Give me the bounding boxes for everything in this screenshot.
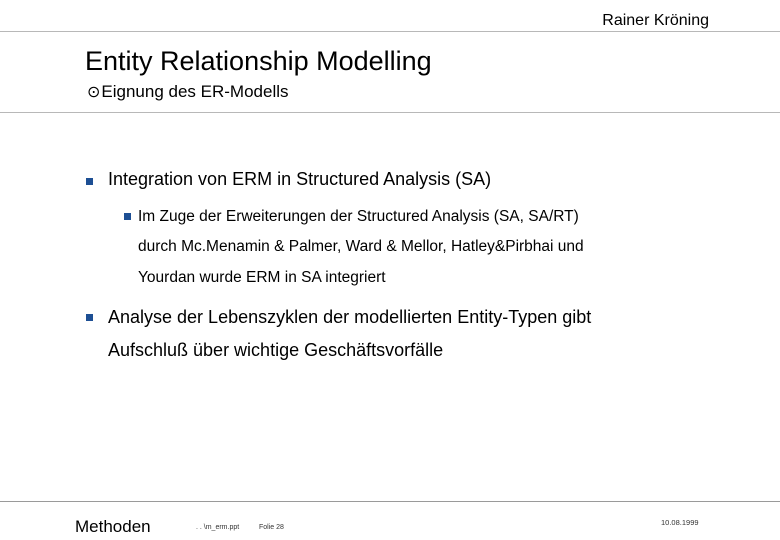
author-name: Rainer Kröning xyxy=(602,12,709,29)
square-bullet-icon xyxy=(86,314,93,321)
footer-divider xyxy=(0,501,780,502)
bullet-3-line-2: Aufschluß über wichtige Geschäftsvorfälle xyxy=(108,340,444,360)
bullet-2-line-3: Yourdan wurde ERM in SA integriert xyxy=(138,269,386,286)
footer-course: Methoden xyxy=(75,517,151,536)
bullet-2-line-2: durch Mc.Menamin & Palmer, Ward & Mellor, Hatley&Pirbhai und xyxy=(138,238,584,255)
bullet-3-line-1: Analyse der Lebenszyklen der modellierten Entity-Typen gibt xyxy=(108,307,592,327)
circle-dot-icon: ⊙ xyxy=(87,84,101,101)
footer-filename: . . \m_erm.ppt xyxy=(196,524,240,531)
bullet-2-line-1: Im Zuge der Erweiterungen der Structured Analysis (SA, SA/RT) xyxy=(138,208,579,225)
bullet-1-text: Integration von ERM in Structured Analysis (SA) xyxy=(108,169,492,189)
square-bullet-icon xyxy=(86,178,93,185)
title-divider xyxy=(0,112,780,113)
header-divider xyxy=(0,31,780,32)
square-bullet-icon xyxy=(124,213,131,220)
slide-title: Entity Relationship Modelling xyxy=(85,46,432,76)
slide-subtitle xyxy=(87,82,289,102)
footer-date: 10.08.1999 xyxy=(661,518,699,527)
footer-slide-number: Folie 28 xyxy=(259,524,284,531)
subtitle-text: Eignung des ER-Modells xyxy=(101,82,289,101)
